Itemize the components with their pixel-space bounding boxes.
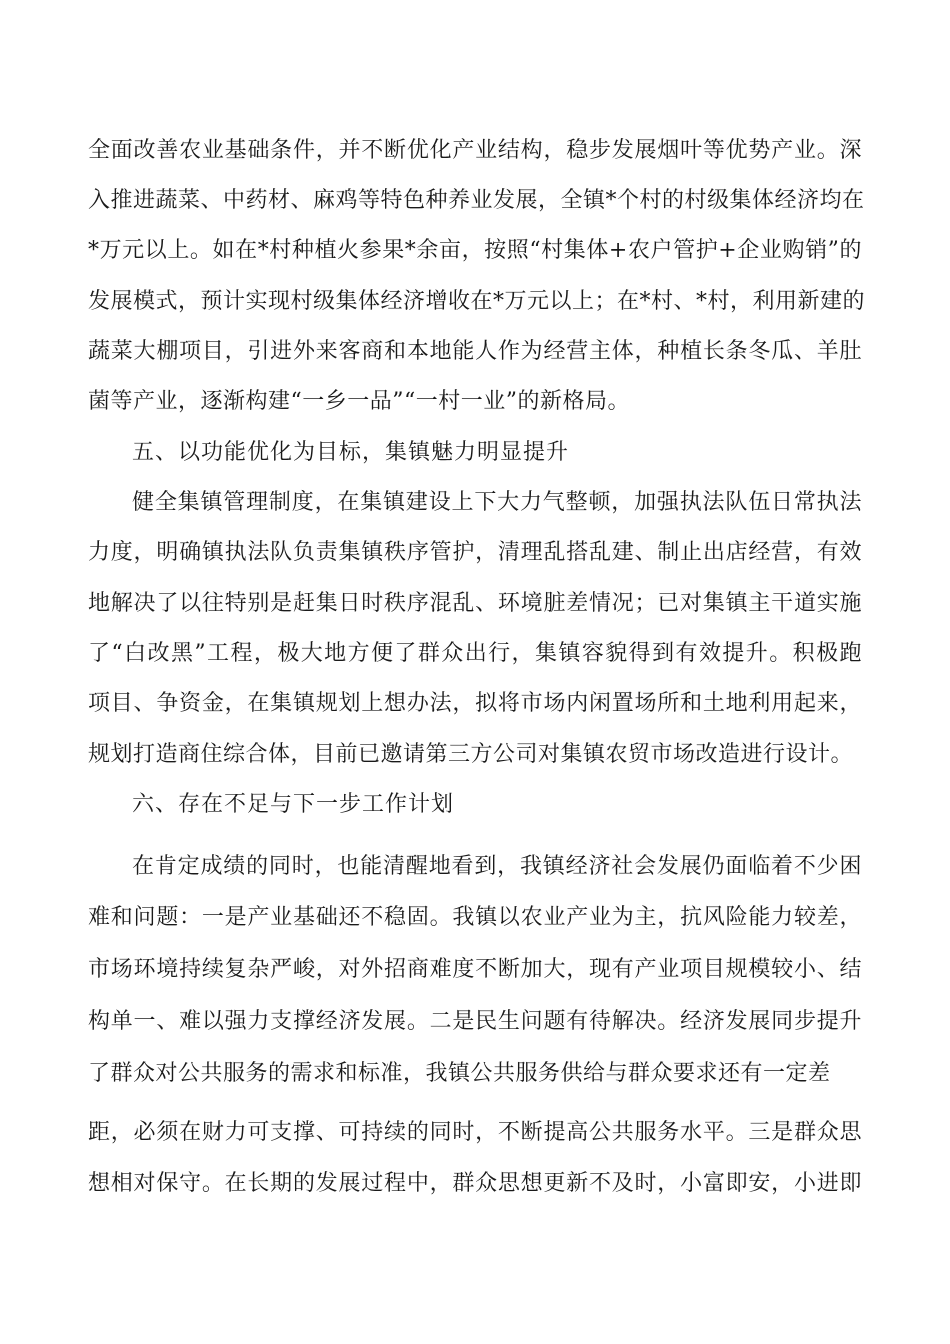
paragraph-2-line: 健全集镇管理制度，在集镇建设上下大力气整顿，加强执法队伍日常执法	[132, 490, 862, 515]
paragraph-1-line: 入推进蔬菜、中药材、麻鸡等特色种养业发展，全镇*个村的村级集体经济均在	[88, 188, 865, 213]
paragraph-2-line: 规划打造商住综合体，目前已邀请第三方公司对集镇农贸市场改造进行设计。	[88, 742, 854, 767]
paragraph-2-line: 地解决了以往特别是赶集日时秩序混乱、环境脏差情况；已对集镇主干道实施	[88, 591, 862, 616]
paragraph-1-line: 菌等产业，逐渐构建“一乡一品”“一村一业”的新格局。	[88, 389, 630, 414]
paragraph-2-line: 项目、争资金，在集镇规划上想办法，拟将市场内闲置场所和土地利用起来，	[88, 691, 862, 716]
paragraph-3-line: 在肯定成绩的同时，也能清醒地看到，我镇经济社会发展仍面临着不少困	[132, 854, 862, 879]
paragraph-3-line: 构单一、难以强力支撑经济发展。二是民生问题有待解决。经济发展同步提升	[88, 1009, 862, 1034]
paragraph-2-line: 了“白改黑”工程，极大地方便了群众出行，集镇容貌得到有效提升。积极跑	[88, 641, 862, 666]
paragraph-3-line: 了群众对公共服务的需求和标准，我镇公共服务供给与群众要求还有一定差	[88, 1061, 831, 1086]
paragraph-1-line: 全面改善农业基础条件，并不断优化产业结构，稳步发展烟叶等优势产业。深	[88, 138, 862, 163]
paragraph-1-line: 蔬菜大棚项目，引进外来客商和本地能人作为经营主体，种植长条冬瓜、羊肚	[88, 339, 862, 364]
paragraph-3-line: 想相对保守。在长期的发展过程中，群众思想更新不及时，小富即安，小进即	[88, 1171, 862, 1196]
paragraph-1-line: 发展模式，预计实现村级集体经济增收在*万元以上；在*村、*村，利用新建的	[88, 289, 866, 314]
section-heading-5: 五、以功能优化为目标，集镇魅力明显提升	[132, 440, 570, 465]
paragraph-1-line: *万元以上。如在*村种植火参果*余亩，按照“村集体+农户管护+企业购销”的	[88, 238, 862, 263]
section-heading-6: 六、存在不足与下一步工作计划	[132, 792, 455, 817]
paragraph-3-line: 难和问题：一是产业基础还不稳固。我镇以农业产业为主，抗风险能力较差，	[88, 905, 862, 930]
paragraph-3-line: 距，必须在财力可支撑、可持续的同时，不断提高公共服务水平。三是群众思	[88, 1120, 862, 1145]
paragraph-2-line: 力度，明确镇执法队负责集镇秩序管护，清理乱搭乱建、制止出店经营，有效	[88, 540, 862, 565]
paragraph-3-line: 市场环境持续复杂严峻，对外招商难度不断加大，现有产业项目规模较小、结	[88, 957, 862, 982]
